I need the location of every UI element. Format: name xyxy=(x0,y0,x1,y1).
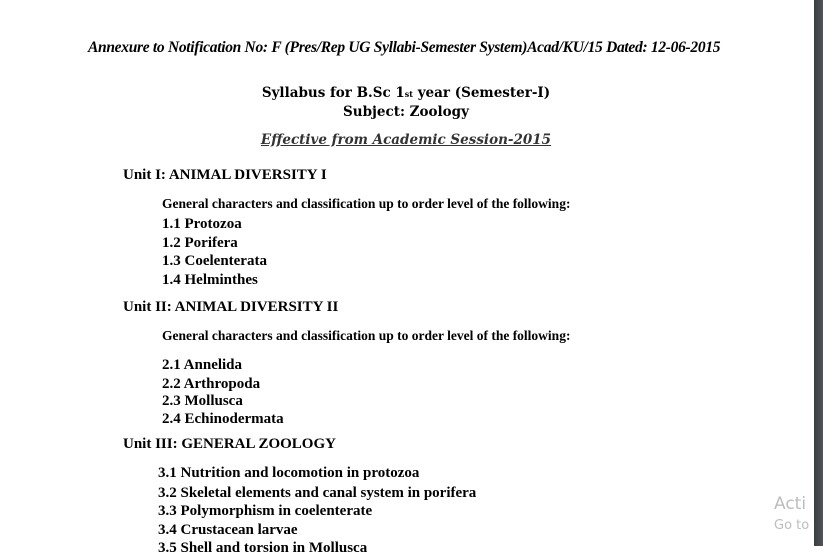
syllabus-title xyxy=(0,87,812,101)
unit-heading: Unit I: ANIMAL DIVERSITY I xyxy=(123,167,327,183)
list-item: 1.3 Coelenterata xyxy=(162,253,267,269)
effective-session: Effective from Academic Session-2015 xyxy=(260,132,552,148)
unit-intro: General characters and classification up to order level of the following: xyxy=(162,196,571,211)
list-item: 2.1 Annelida xyxy=(162,357,243,373)
list-item: 3.1 Nutrition and locomotion in protozoa xyxy=(158,465,420,481)
title-text-suffix: year (Semester-I) xyxy=(413,85,551,101)
list-item: 1.1 Protozoa xyxy=(162,216,242,232)
list-item: 3.2 Skeletal elements and canal system in porifera xyxy=(158,485,477,501)
list-item: 1.4 Helminthes xyxy=(162,272,258,288)
list-item: 1.2 Porifera xyxy=(162,235,238,251)
list-item: 3.5 Shell and torsion in Mollusca xyxy=(158,540,368,556)
list-item: 2.2 Arthropoda xyxy=(162,376,261,392)
title-superscript: st xyxy=(404,89,413,99)
activation-watermark-subtitle: Go to xyxy=(774,518,810,533)
unit-heading: Unit III: GENERAL ZOOLOGY xyxy=(123,436,336,452)
activation-watermark-title: Acti xyxy=(774,494,807,514)
title-text: Syllabus for B.Sc 1 xyxy=(261,85,405,101)
list-item: 2.3 Mollusca xyxy=(162,393,243,409)
list-item: 2.4 Echinodermata xyxy=(162,411,284,427)
list-item: 3.3 Polymorphism in coelenterate xyxy=(158,503,373,519)
scrollbar[interactable] xyxy=(814,0,823,546)
list-item: 3.4 Crustacean larvae xyxy=(158,522,298,538)
subject-title: Subject: Zoology xyxy=(343,104,469,120)
unit-intro: General characters and classification up to order level of the following: xyxy=(162,328,571,343)
unit-heading: Unit II: ANIMAL DIVERSITY II xyxy=(123,299,339,315)
annexure-header: Annexure to Notification No: F (Pres/Rep UG Syllabi-Semester System)Acad/KU/15 Dated: 12-06-2015 xyxy=(88,39,721,56)
